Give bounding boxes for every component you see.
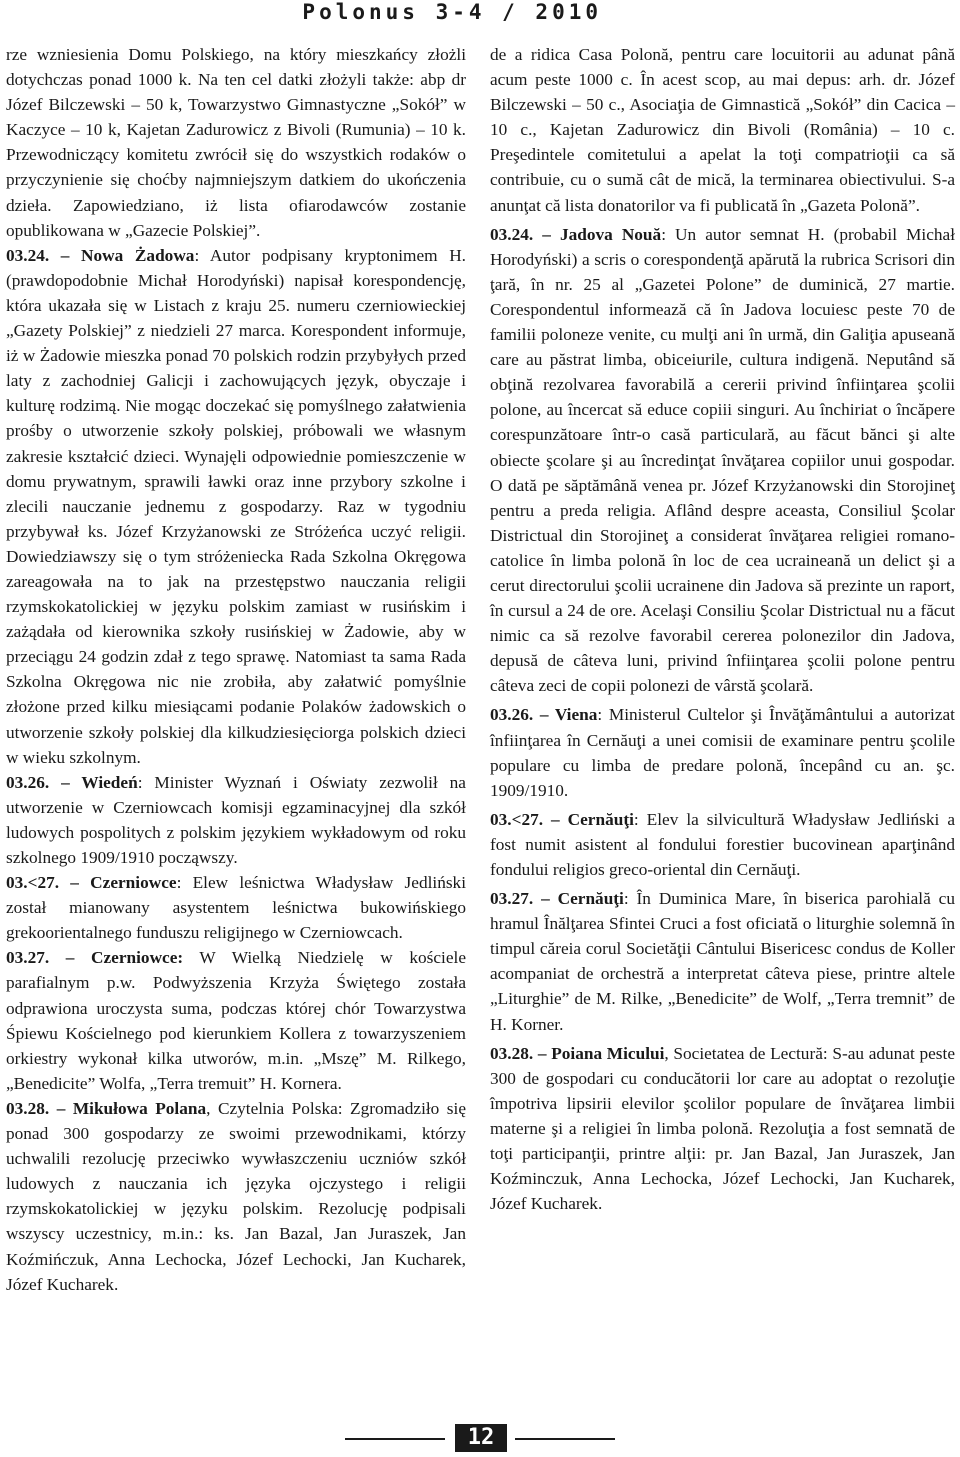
page-footer [0,1410,960,1457]
entry-heading: 03.24. – Nowa Żadowa [6,245,195,265]
entry-text: , Societatea de Lectură: S-au adunat peste 300 de gospodari cu conducătorii lor care au adoptat o rezoluţie împotriva lipsirii elevilor şcolilor populare de învăţarea limbii materne şi a religiei în limba polonă. Rezoluţia a fost semnată de toţi participanţii, printre alţii: pr. Jan Bazal, Jan Juraszek, Jan Koźminczuk, Anna Lechocka, Józef Lechocki, Jan Kucharek, Józef Kucharek. [490,1043,955,1214]
entry-text: W Wielką Niedzielę w kościele parafialnym p.w. Podwyższenia Krzyża Świętego została odprawiona uroczysta suma, podczas której chór Towarzystwa Śpiewu Kościelnego pod kierunkiem Kollera z towarzyszeniem orkiestry wykonał kilka utworów, m.in. „Mszę” M. Rilkego, „Benedicite” Wolfa, „Terra tremuit” H. Kornera. [6,948,467,1093]
entry-heading: 03.27. – Czerniowce: [6,948,184,968]
entry-0324 [490,222,955,699]
entry-text: : Elew leśnictwa Władysław Jedliński został mianowany asystentem leśnictwa bukowińskiego grekoorientalnego funduszu religijnego w Czerniowcach. [6,873,466,943]
page-number: 12 [455,1424,507,1452]
entry-text: : Un autor semnat H. (probabil Michał Horodyński) a scris o corespondenţă apărută la rubrica Scrisori din ţară, în nr. 25 al „Gazetei Polone” de duminică, 27 martie. Corespondentul informează că în Jadova locuiesc peste 70 de familii poloneze venite, cu mulţi ani în urmă, din Galiţia apuseană care au păstrat limba, obiceiurile, cultura indigenă. Neputând să obţină rezolvarea favorabilă a cererii privind înfiinţarea şcolii polone, au încercat să educe copiii singuri. Au închiriat o încăpere corespunzătoare într-o casă particulară, au făcut bănci şi alte obiecte şcolare şi au încredinţat învăţarea copiilor unui gospodar. O dată pe săptămână venea pr. Józef Krzyżanowski din Storojineţ pentru a preda religia. Aflând despre aceasta, Consiliul Şcolar Districtual din Storojineţ a considerat învăţarea religiei romano-catolice în limba polonă în loc de cea ucraineană un delict şi a cerut directorului şcolii ucrainene din Jadova să prezinte un raport, în cursul a 24 de ore. Acelaşi Consiliu Şcolar Districtual nu a făcut nimic ca să rezolve favorabil cererea polonezilor din Jadova, depusă de câteva luni, privind înfiinţarea şcolii polone pentru câteva zeci de copii polonezi de vârstă şcolară. [490,224,955,696]
footer-rule-left [345,1438,445,1440]
entry-heading: 03.24. – Jadova Nouă [490,224,662,244]
paragraph-intro: rze wzniesienia Domu Polskiego, na który mieszkańcy złożli dotychczas ponad 1000 k. Na ten cel datki złożyli także: abp dr Józef Bilczewski – 50 k, Towarzystwo Gimnastyczne „Sokół” w Kaczyce – 10 k, Kajetan Zadurowicz z Bivoli (Rumunia) – 10 k. Przewodniczący komitetu zwrócił się do wszystkich rodaków o przyczynienie się choćby najmniejszym datkiem do ukończenia dzieła. Zapowiedziano, iż lista ofiarodawców zostanie opublikowana w „Gazecie Polskiej”. [6,45,466,240]
entry-heading: 03.26. – Wiedeń [6,772,138,792]
entry-0327a [6,870,466,945]
page-header [0,0,960,30]
entry-0328 [6,1096,466,1297]
entry-0324 [6,243,466,770]
entry-heading: 03.26. – Viena [490,705,598,725]
entry-0326 [490,702,955,802]
entry-0328 [490,1041,955,1217]
entry-text: : În Duminica Mare, în biserica parohială cu hramul Înălţarea Sfintei Cruci a fost oficiată o liturghie solemnă în timpul căreia corul Societăţii Cântului Bisericesc condus de Koller acompaniat de orchestră a interpretat câteva piese, printre altele „Liturghie” de M. Rilke, „Benedicite” de Wolf, „Terra tremnit” de H. Korner. [490,889,955,1034]
right-column-romanian [490,42,955,1216]
entry-0327b [6,945,466,1096]
footer-rule-right [515,1438,615,1440]
entry-0327b [490,886,955,1037]
entry-text: : Ministerul Cultelor şi Învăţământului a autorizat înfiinţarea în Cernăuţi a unei comisii de examinare pentru şcolile populare cu limba de predare polonă, începând cu an. şc. 1909/1910. [490,705,955,800]
entry-0327a [490,807,955,882]
entry-text: : Minister Wyznań i Oświaty zezwolił na utworzenie w Czerniowcach komisji egzaminacyjnej dla szkół ludowych pospolitych z polskim językiem wykładowym od roku szkolnego 1909/1910 począwszy. [6,772,466,867]
entry-heading: 03.27. – Cernăuţi [490,889,624,909]
journal-title: Polonus 3-4 / 2010 [302,0,602,24]
left-column-polish [6,42,466,1297]
entry-heading: 03.<27. – Czerniowce [6,873,177,893]
entry-text: , Czytelnia Polska: Zgromadziło się ponad 300 gospodarzy ze swoimi przewodnikami, którzy uchwalili rezolucję przeciwko wywłaszczeniu uczniów szkół ludowych z nauczania ich języka ojczystego i religii rzymskokatolickiej w języku polskim. Rezolucję podpisali wszyscy uczestnicy, m.in.: ks. Jan Bazal, Jan Juraszek, Jan Koźmińczuk, Anna Lechocka, Józef Lechocki, Jan Kucharek, Józef Kucharek. [6,1098,466,1294]
entry-0326 [6,770,466,870]
entry-heading: 03.28. – Poiana Micului [490,1043,665,1063]
paragraph-intro: de a ridica Casa Polonă, pentru care locuitorii au adunat până acum peste 1000 c. În acest scop, au mai depus: arh. dr. Józef Bilczewski – 50 c., Asociaţia de Gimnastică „Sokół” din Cacica – 10 c., Kajetan Zadurowicz din Bivoli (România) – 10 c. Preşedintele comitetului a apelat la toţi compatrioţii ca să contribuie, cu o sumă cât de mică, la terminarea obiectivului. S-a anunţat că lista donatorilor va fi publicată în „Gazeta Polonă”. [490,45,955,215]
entry-heading: 03.<27. – Cernăuţi [490,809,634,829]
entry-heading: 03.28. – Mikułowa Polana [6,1098,207,1118]
entry-text: : Autor podpisany kryptonimem H. (prawdopodobnie Michał Horodyński) napisał korespondencję, która ukazała się w Listach z kraju 25. numeru czerniowieckiej „Gazety Polskiej” z niedzieli 27 marca. Korespondent informuje, iż w Żadowie mieszka ponad 70 polskich rodzin przybyłych przed laty z zachodniej Galicji i zachowujących język, obyczaje i kulturę rodzimą. Nie mogąc doczekać się pomyślnego załatwienia prośby o utworzenie szkoły polskiej, próbowali we własnym zakresie kształcić dzieci. Wynajęli odpowiednie pomieszczenie w domu prywatnym, sprawili ławki oraz inne przybory szkolne i zlecili nauczanie jednemu z gospodarzy. Raz w tygodniu przybywał ks. Józef Krzyżanowski ze Stróżeńca uczyć religii. Dowiedziawszy się o tym stróżeniecka Rada Szkolna Okręgowa zareagowała na to jak na przestępstwo nauczania religii rzymskokatolickiej w języku polskim zamiast w rusińskim i zażądała od kierownika szkoły rusińskiej w Żadowie, aby w przeciągu 24 godzin zdał z tego sprawę. Natomiast ta sama Rada Szkolna Okręgowa nic nie zrobiła, aby załatwić pomyślnie złożone przed kilku miesiącami podanie Polaków żadowskich o utworzenie szkoły polskiej dla kilkudziesięciorga polskich dzieci w wieku szkolnym. [6,245,466,767]
entry-text: : Elev la silvicultură Władysław Jedliński a fost numit asistent al fondului forestier bucovinean aparţinând fondului religios greco-oriental din Cernăuţi. [490,809,955,879]
